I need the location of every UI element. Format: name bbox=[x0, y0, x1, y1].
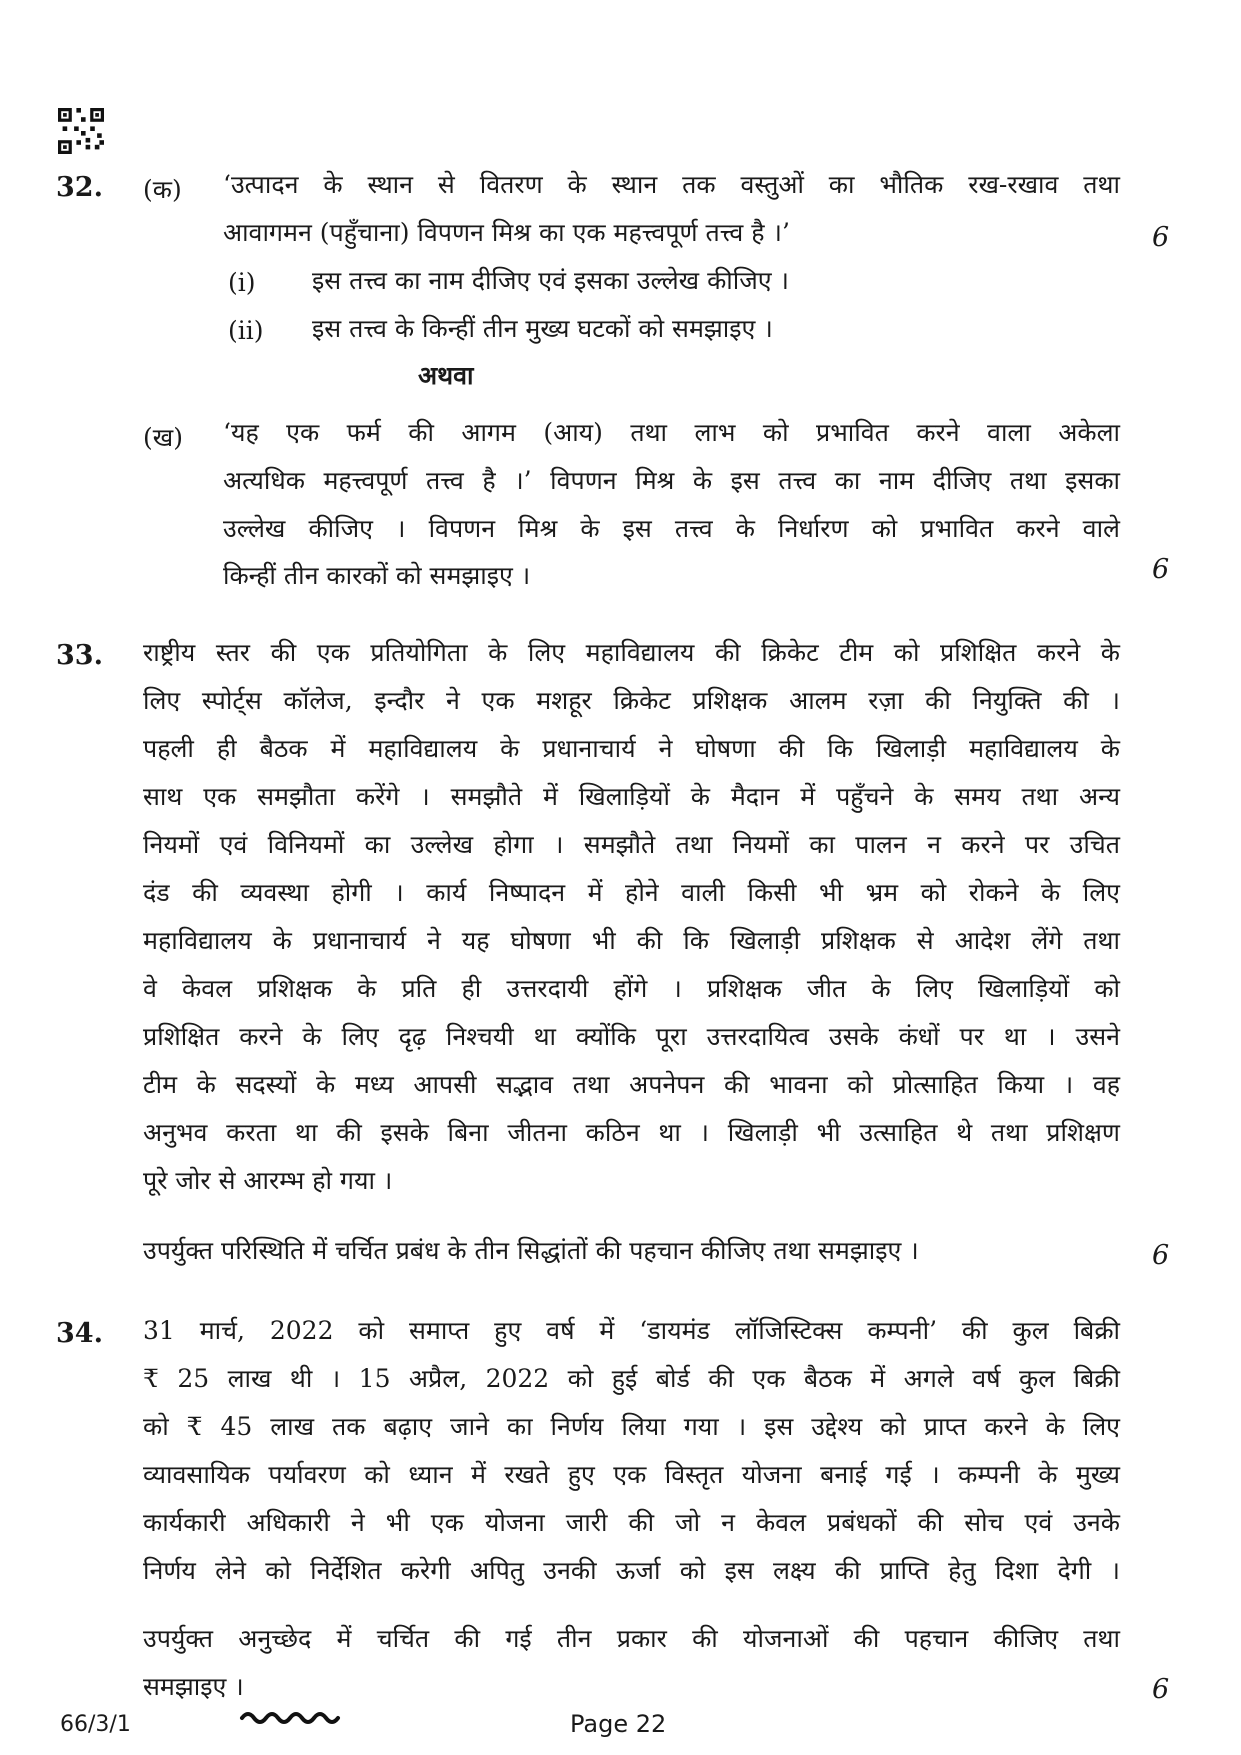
q34-line-4: व्यावसायिक पर्यावरण को ध्यान में रखते हुए एक विस्तृत योजना बनाई गई । कम्पनी के मुख्य bbox=[143, 1460, 1120, 1489]
q32-a-line-1: ‘उत्पादन के स्थान से वितरण के स्थान तक वस्तुओं का भौतिक रख-रखाव तथा bbox=[223, 170, 1120, 199]
part-b-label: (ख) bbox=[143, 423, 183, 452]
paper-code: 66/3/1 bbox=[60, 1712, 131, 1737]
q34-marks: 6 bbox=[1152, 1674, 1170, 1705]
q33-line-3: पहली ही बैठक में महाविद्यालय के प्रधानाचार्य ने घोषणा की कि खिलाड़ी महाविद्यालय के bbox=[143, 734, 1120, 763]
q33-line-2: लिए स्पोर्ट्स कॉलेज, इन्दौर ने एक मशहूर क्रिकेट प्रशिक्षक आलम रज़ा की नियुक्ति की । bbox=[143, 686, 1120, 715]
q33-line-4: साथ एक समझौता करेंगे । समझौते में खिलाड़ियों के मैदान में पहुँचने के समय तथा अन्य bbox=[143, 782, 1120, 811]
subpart-ii-text: इस तत्त्व के किन्हीं तीन मुख्य घटकों को समझाइए । bbox=[312, 314, 773, 343]
q34-line-5: कार्यकारी अधिकारी ने भी एक योजना जारी की जो न केवल प्रबंधकों की सोच एवं उनके bbox=[143, 1508, 1120, 1537]
q33-question: उपर्युक्त परिस्थिति में चर्चित प्रबंध के तीन सिद्धांतों की पहचान कीजिए तथा समझाइए । bbox=[143, 1236, 919, 1265]
q33-line-7: महाविद्यालय के प्रधानाचार्य ने यह घोषणा भी की कि खिलाड़ी प्रशिक्षक से आदेश लेंगे तथा bbox=[143, 926, 1120, 955]
question-number-33: 33. bbox=[56, 640, 103, 671]
q33-line-12: पूरे जोर से आरम्भ हो गया । bbox=[143, 1166, 393, 1195]
q32-b-marks: 6 bbox=[1152, 554, 1170, 585]
q34-question-line-1: उपर्युक्त अनुच्छेद में चर्चित की गई तीन प्रकार की योजनाओं की पहचान कीजिए तथा bbox=[143, 1624, 1120, 1653]
q33-line-9: प्रशिक्षित करने के लिए दृढ़ निश्चयी था क्योंकि पूरा उत्तरदायित्व उसके कंधों पर था । उसने bbox=[143, 1022, 1120, 1051]
q32-b-line-1: ‘यह एक फर्म की आगम (आय) तथा लाभ को प्रभावित करने वाला अकेला bbox=[223, 418, 1120, 447]
subpart-ii-label: (ii) bbox=[228, 316, 264, 345]
part-a-label: (क) bbox=[143, 175, 182, 204]
q33-line-6: दंड की व्यवस्था होगी । कार्य निष्पादन में होने वाली किसी भी भ्रम को रोकने के लिए bbox=[143, 878, 1120, 907]
tilde-decoration bbox=[238, 1706, 348, 1728]
q32-b-line-4: किन्हीं तीन कारकों को समझाइए । bbox=[223, 561, 531, 590]
q34-line-6: निर्णय लेने को निर्देशित करेगी अपितु उनकी ऊर्जा को इस लक्ष्य की प्राप्ति हेतु दिशा देगी । bbox=[143, 1556, 1120, 1585]
q32-b-line-3: उल्लेख कीजिए । विपणन मिश्र के इस तत्त्व के निर्धारण को प्रभावित करने वाले bbox=[223, 514, 1120, 543]
q33-line-8: वे केवल प्रशिक्षक के प्रति ही उत्तरदायी होंगे । प्रशिक्षक जीत के लिए खिलाड़ियों को bbox=[143, 974, 1120, 1003]
q33-line-10: टीम के सदस्यों के मध्य आपसी सद्भाव तथा अपनेपन की भावना को प्रोत्साहित किया । वह bbox=[143, 1070, 1120, 1099]
q33-line-1: राष्ट्रीय स्तर की एक प्रतियोगिता के लिए महाविद्यालय की क्रिकेट टीम को प्रशिक्षित करने के bbox=[143, 638, 1120, 667]
q34-line-2: ₹ 25 लाख थी । 15 अप्रैल, 2022 को हुई बोर्ड की एक बैठक में अगले वर्ष कुल बिक्री bbox=[143, 1364, 1120, 1393]
q32-a-line-2: आवागमन (पहुँचाना) विपणन मिश्र का एक महत्त्वपूर्ण तत्त्व है ।’ bbox=[223, 218, 790, 247]
q32-a-marks: 6 bbox=[1152, 222, 1170, 253]
page-number: Page 22 bbox=[570, 1710, 667, 1738]
question-number-32: 32. bbox=[56, 172, 103, 203]
q33-marks: 6 bbox=[1152, 1240, 1170, 1271]
q34-line-1: 31 मार्च, 2022 को समाप्त हुए वर्ष में ‘डायमंड लॉजिस्टिक्स कम्पनी’ की कुल बिक्री bbox=[143, 1316, 1120, 1345]
q33-line-11: अनुभव करता था की इसके बिना जीतना कठिन था । खिलाड़ी भी उत्साहित थे तथा प्रशिक्षण bbox=[143, 1118, 1120, 1147]
subpart-i-text: इस तत्त्व का नाम दीजिए एवं इसका उल्लेख कीजिए । bbox=[312, 266, 790, 295]
q34-question-line-2: समझाइए । bbox=[143, 1672, 244, 1701]
q34-line-3: को ₹ 45 लाख तक बढ़ाए जाने का निर्णय लिया गया । इस उद्देश्य को प्राप्त करने के लिए bbox=[143, 1412, 1120, 1441]
q33-line-5: नियमों एवं विनियमों का उल्लेख होगा । समझौते तथा नियमों का पालन न करने पर उचित bbox=[143, 830, 1120, 859]
qr-code bbox=[58, 108, 104, 154]
q32-b-line-2: अत्यधिक महत्त्वपूर्ण तत्त्व है ।’ विपणन मिश्र के इस तत्त्व का नाम दीजिए तथा इसका bbox=[223, 466, 1120, 495]
or-label: अथवा bbox=[418, 361, 474, 390]
subpart-i-label: (i) bbox=[228, 268, 256, 297]
question-number-34: 34. bbox=[56, 1318, 103, 1349]
